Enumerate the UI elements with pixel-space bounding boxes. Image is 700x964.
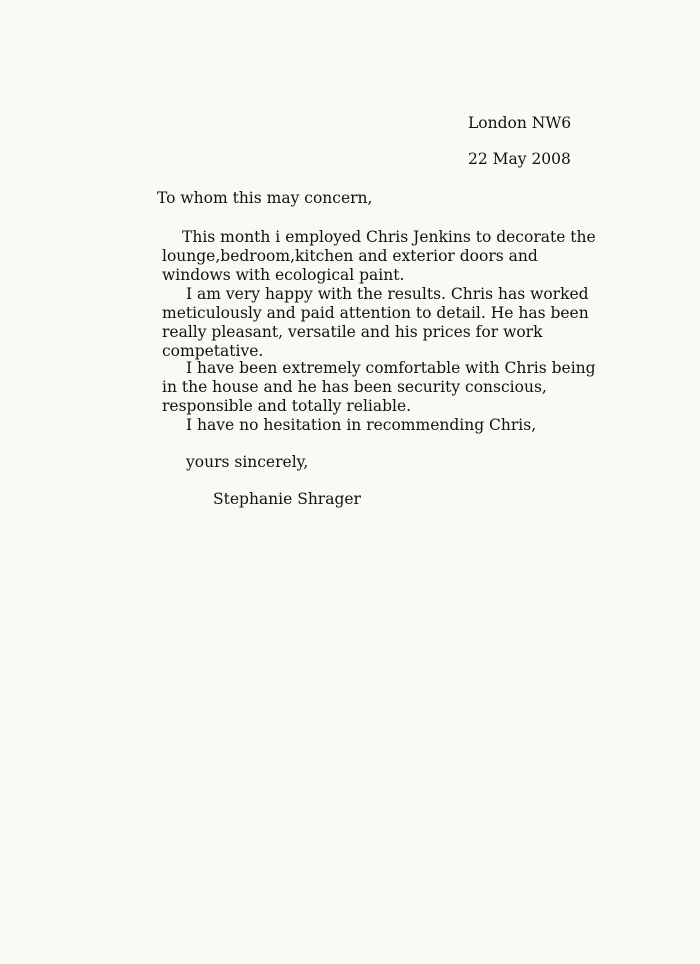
letter-date: 22 May 2008 [468, 150, 571, 168]
body-paragraph-4: I have no hesitation in recommending Chris, [186, 416, 537, 434]
closing: yours sincerely, [186, 453, 309, 471]
salutation: To whom this may concern, [157, 189, 373, 207]
body-paragraph-2: I am very happy with the results. Chris has worked meticulously and paid attention to detail. He has been really pleasant, versatile and his prices for work competative. [162, 285, 589, 360]
signature-name: Stephanie Shrager [213, 490, 361, 508]
body-paragraph-1: This month i employed Chris Jenkins to decorate the lounge,bedroom,kitchen and exterior doors and windows with ecological paint. [162, 228, 596, 284]
sender-address: London NW6 [468, 114, 572, 132]
body-paragraph-3: I have been extremely comfortable with Chris being in the house and he has been security conscious, responsible and totally reliable. [162, 359, 596, 415]
